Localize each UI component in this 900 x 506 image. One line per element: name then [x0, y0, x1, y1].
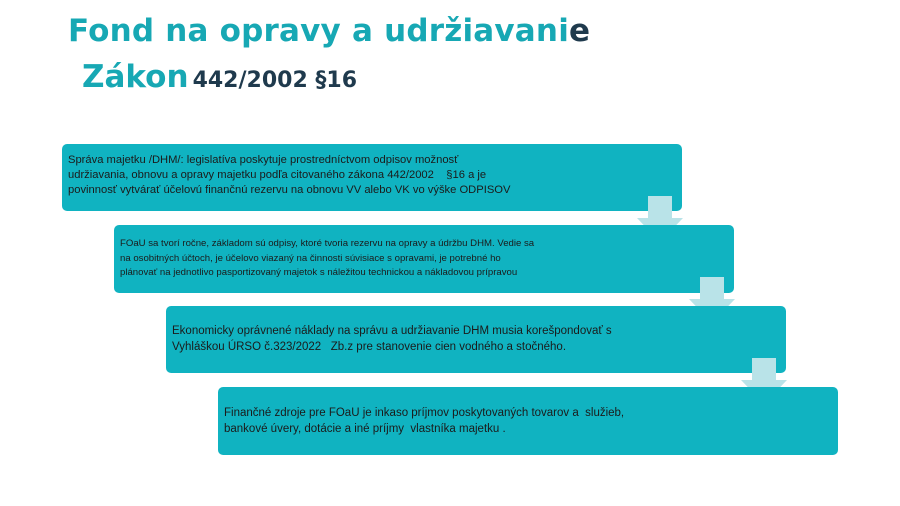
step-3-line-1: Ekonomicky oprávnené náklady na správu a udržiavanie DHM musia korešpondovať s — [172, 325, 612, 337]
process-step-3 — [166, 306, 786, 373]
step-1-line-2: udržiavania, obnovu a opravy majetku podľa citovaného zákona 442/2002 §16 a je — [68, 169, 487, 181]
slide-title-accent: e — [569, 13, 591, 49]
law-number: 442/2002 §16 — [192, 68, 358, 93]
process-step-4 — [218, 387, 838, 455]
slide-title-main: Fond na opravy a udržiavani — [68, 13, 570, 49]
process-step-2 — [114, 225, 734, 293]
process-step-1 — [62, 144, 682, 211]
step-2-line-2: na osobitných účtoch, je účelovo viazaný na činnosti súvisiace s opravami, je potrebné ho — [120, 252, 501, 264]
step-3-line-2: Vyhláškou ÚRSO č.323/2022 Zb.z pre stanovenie cien vodného a stočného. — [172, 341, 567, 353]
slide-subtitle — [82, 58, 357, 100]
step-2-line-3: plánovať na jednotlivo pasportizovaný majetok s náležitou technickou a nákladovou prípravou — [120, 267, 518, 278]
law-label: Zákon — [82, 59, 189, 95]
step-1-line-1: Správa majetku /DHM/: legislatíva poskytuje prostredníctvom odpisov možnosť — [68, 154, 459, 166]
step-4-line-2: bankové úvery, dotácie a iné príjmy vlastníka majetku . — [224, 423, 506, 435]
step-4-line-1: Finančné zdroje pre FOaU je inkaso príjmov poskytovaných tovarov a služieb, — [224, 407, 625, 419]
step-1-line-3: povinnosť vytvárať účelovú finančnú rezervu na obnovu VV alebo VK vo výške ODPISOV — [68, 184, 511, 196]
step-2-line-1: FOaU sa tvorí ročne, základom sú odpisy, ktoré tvoria rezervu na opravy a údržbu DHM. Vedie sa — [120, 238, 535, 249]
slide-title — [68, 12, 590, 50]
